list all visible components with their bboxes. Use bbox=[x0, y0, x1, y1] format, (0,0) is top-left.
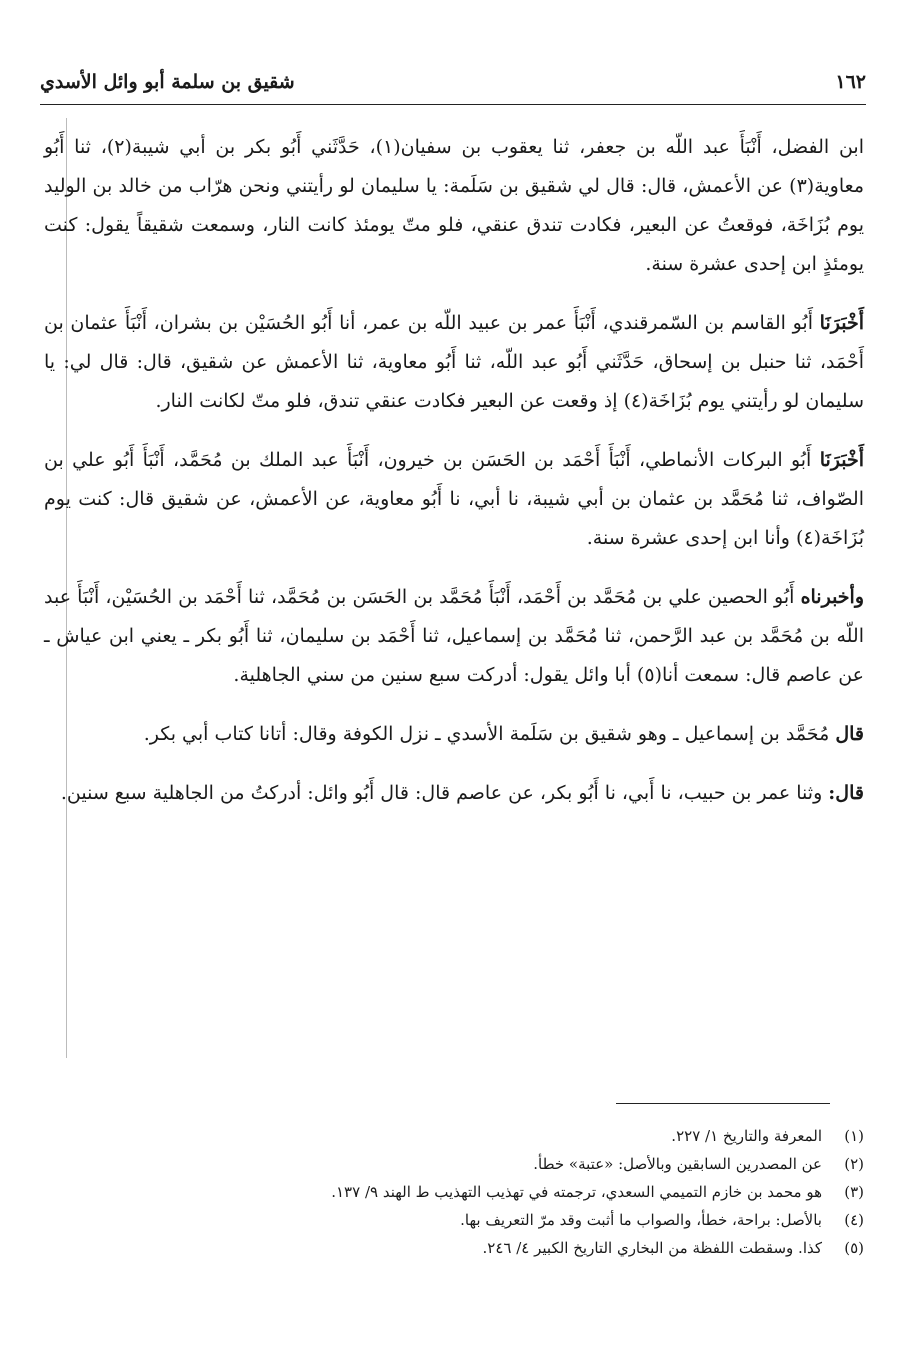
footnote-text: كذا. وسقطت اللفظة من البخاري التاريخ الكبير ٤/ ٢٤٦. bbox=[482, 1239, 822, 1257]
page-number: ١٦٢ bbox=[835, 71, 866, 93]
paragraph-text: مُحَمَّد بن إسماعيل ـ وهو شقيق بن سَلَمة الأسدي ـ نزل الكوفة وقال: أتانا كتاب أبي بكر. bbox=[143, 723, 830, 745]
footnote bbox=[44, 1122, 864, 1150]
footnote-number: (١) bbox=[844, 1127, 864, 1145]
footnote-text: هو محمد بن خازم التميمي السعدي، ترجمته في تهذيب التهذيب ط الهند ٩/ ١٣٧. bbox=[331, 1183, 822, 1201]
running-title: شقيق بن سلمة أبو وائل الأسدي bbox=[40, 71, 295, 93]
footnote-text: عن المصدرين السابقين وبالأصل: «عتبة» خطأ. bbox=[533, 1155, 822, 1173]
paragraph-text: أَبُو البركات الأنماطي، أَنْبَأَ أَحْمَد بن الحَسَن بن خيرون، أَنْبَأَ عبد الملك بن مُحَمَّد، أَنْبَأَ أَبُو علي بن الصّواف، ثنا مُحَمَّد بن عثمان بن أبي شيبة، نا أبي، نا أَبُو معاوية، عن الأعمش، عن شقيق قال: كنت يوم بُزَاخَة(٤) وأنا ابن إحدى عشرة سنة. bbox=[44, 449, 864, 549]
footnote-text: بالأصل: براحة، خطأ، والصواب ما أثبت وقد مرّ التعريف بها. bbox=[460, 1211, 822, 1229]
footnote-number: (٥) bbox=[844, 1239, 864, 1257]
paragraph-5 bbox=[44, 715, 864, 754]
footnote-number: (٣) bbox=[844, 1183, 864, 1201]
footnote-rule bbox=[616, 1103, 830, 1104]
footnotes bbox=[44, 1122, 864, 1262]
paragraph-lead: أَخْبَرَنَا bbox=[819, 312, 864, 334]
paragraph-4 bbox=[44, 578, 864, 695]
footnote bbox=[44, 1234, 864, 1262]
paragraph-3 bbox=[44, 441, 864, 558]
paragraph-1 bbox=[44, 128, 864, 284]
running-head bbox=[40, 62, 866, 102]
paragraph-lead: قال bbox=[835, 723, 864, 745]
footnote-number: (٤) bbox=[844, 1211, 864, 1229]
footnote-text: المعرفة والتاريخ ١/ ٢٢٧. bbox=[671, 1127, 822, 1145]
footnote bbox=[44, 1150, 864, 1178]
paragraph-lead: وأخبرناه bbox=[800, 586, 865, 608]
footnote bbox=[44, 1206, 864, 1234]
paragraph-2 bbox=[44, 304, 864, 421]
header-rule bbox=[40, 104, 866, 105]
footnote bbox=[44, 1178, 864, 1206]
paragraph-text: أَبُو القاسم بن السّمرقندي، أَنْبَأَ عمر بن عبيد اللّه بن عمر، أنا أَبُو الحُسَيْن بن بشران، أَنْبَأَ عثمان بن أَحْمَد، ثنا حنبل بن إسحاق، حَدَّثَني أَبُو عبد اللّه، ثنا أَبُو معاوية، ثنا الأعمش عن شقيق، قال: قال لي: يا سليمان لو رأيتني يوم بُزَاخَة(٤) إذ وقعت عن البعير فكادت عنقي تندق، فلو متّ لكانت النار. bbox=[44, 312, 864, 412]
paragraph-text: أَبُو الحصين علي بن مُحَمَّد بن أَحْمَد، أَنْبَأَ مُحَمَّد بن الحَسَن بن مُحَمَّد، ثنا أَحْمَد بن الحُسَيْن، أَنْبَأَ عبد اللّه بن مُحَمَّد بن عبد الرَّحمن، ثنا مُحَمَّد بن إسماعيل، ثنا أَحْمَد بن سليمان، ثنا أَبُو بكر ـ يعني ابن عياش ـ عن عاصم قال: سمعت أنا(٥) أبا وائل يقول: أدركت سبع سنين من سني الجاهلية. bbox=[44, 586, 864, 686]
paragraph-lead: قال: bbox=[828, 782, 864, 804]
paragraph-6 bbox=[44, 774, 864, 813]
paragraph-text: ابن الفضل، أَنْبَأَ عبد اللّه بن جعفر، ثنا يعقوب بن سفيان(١)، حَدَّثَني أَبُو بكر بن أبي شيبة(٢)، ثنا أَبُو معاوية(٣) عن الأعمش، قال: قال لي شقيق بن سَلَمة: يا سليمان لو رأيتني ونحن هرّاب من خالد بن الوليد يوم بُزَاخَة، فوقعتُ عن البعير، فكادت تندق عنقي، فلو متّ يومئذ كانت النار، وسمعت شقيقاً يقول: كنت يومئذٍ ابن إحدى عشرة سنة. bbox=[44, 136, 864, 275]
paragraph-lead: أَخْبَرَنَا bbox=[819, 449, 865, 471]
main-text bbox=[44, 128, 864, 833]
footnote-number: (٢) bbox=[844, 1155, 864, 1173]
paragraph-text: وثنا عمر بن حبيب، نا أَبي، نا أَبُو بكر، عن عاصم قال: قال أَبُو وائل: أدركتُ من الجاهلية سبع سنين. bbox=[60, 782, 823, 804]
